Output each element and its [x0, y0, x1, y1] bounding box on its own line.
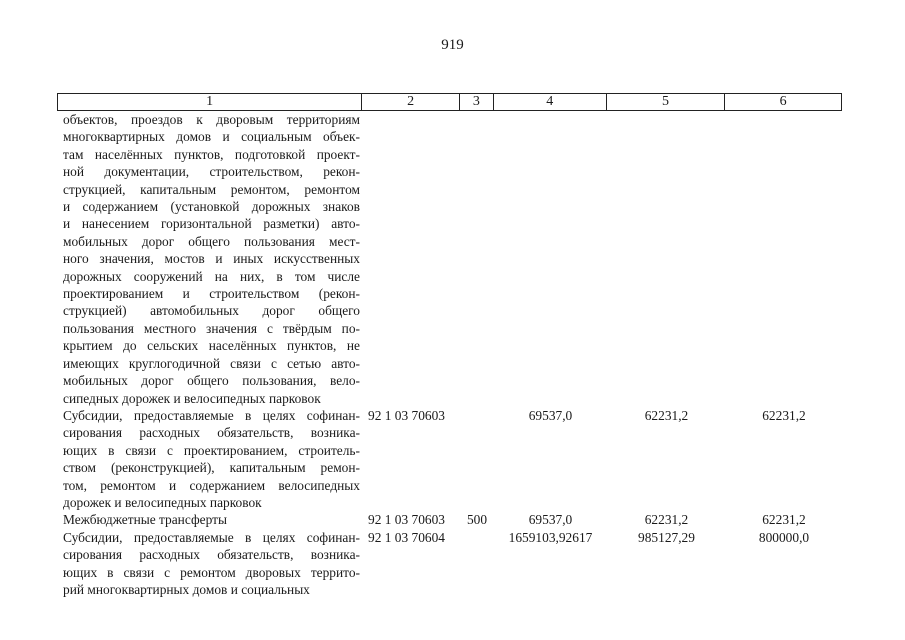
row-value-4: 1659103,92617 — [508, 529, 593, 545]
description-line: Субсидии, предоставляемые в целях софинан- — [63, 407, 360, 423]
description-line: сирования расходных обязательств, возника- — [63, 547, 360, 563]
header-col-2: 2 — [362, 94, 460, 110]
description-line: сипедных дорожек и велосипедных парковок — [63, 390, 321, 406]
description-line: ющих в связи с проектированием, строитель- — [63, 442, 360, 458]
table-row — [57, 407, 842, 511]
header-col-3: 3 — [460, 94, 494, 110]
page-number: 919 — [441, 37, 464, 53]
row-value-5 — [607, 111, 726, 407]
row-value-5: 985127,29 — [638, 529, 695, 545]
table-row — [57, 529, 842, 599]
row-description — [57, 407, 362, 511]
description-line: имеющих круглогодичной связи с сетью авто- — [63, 355, 360, 371]
row-code: 92 1 03 70604 — [368, 529, 445, 545]
description-line: пользования местного значения с твёрдым по- — [63, 320, 360, 336]
header-col-4: 4 — [494, 94, 607, 110]
row-code: 92 1 03 70603 — [368, 407, 445, 423]
description-line: мобильных дорог общего пользования мест- — [63, 233, 360, 249]
row-type — [460, 529, 494, 599]
description-line: дорожек и велосипедных парковок — [63, 494, 262, 510]
row-type: 500 — [466, 512, 488, 528]
row-value-5: 62231,2 — [644, 512, 689, 528]
row-value-4: 69537,0 — [528, 407, 573, 423]
row-value-4 — [494, 111, 607, 407]
description-line: Субсидии, предоставляемые в целях софинан- — [63, 529, 360, 545]
description-line: и содержанием (установкой дорожных знаков — [63, 199, 360, 215]
row-code: 92 1 03 70603 — [368, 512, 445, 528]
description-line: многоквартирных домов и социальным объек- — [63, 129, 360, 145]
description-line: объектов, проездов к дворовым территориям — [63, 112, 360, 127]
description-line: и нанесением горизонтальной разметки) авто- — [63, 216, 360, 232]
row-value-6: 62231,2 — [762, 407, 806, 423]
header-col-1: 1 — [58, 94, 362, 110]
description-line: ством (реконструкцией), капитальным ремон- — [63, 460, 360, 476]
table-body — [57, 111, 842, 598]
description-line: там населённых пунктов, подготовкой проект- — [63, 146, 360, 162]
row-value-6: 800000,0 — [758, 529, 810, 545]
description-line: сирования расходных обязательств, возника- — [63, 425, 360, 441]
row-value-4: 69537,0 — [528, 512, 573, 528]
description-line: Межбюджетные трансферты — [63, 512, 227, 528]
description-line: проектированием и строительством (рекон- — [63, 286, 360, 302]
description-line: мобильных дорог общего пользования, вело- — [63, 373, 360, 389]
description-line: струкцией, капитальным ремонтом, ремонтом — [63, 181, 360, 197]
row-description — [57, 111, 362, 407]
table-row — [57, 511, 842, 528]
row-type — [460, 407, 494, 511]
table-header — [57, 93, 842, 111]
row-value-6 — [726, 111, 842, 407]
description-line: ной документации, строительством, рекон- — [63, 164, 360, 180]
description-line: дорожных сооружений на них, в том числе — [63, 268, 360, 284]
description-line: рий многоквартирных домов и социальных — [63, 581, 310, 597]
row-value-6: 62231,2 — [762, 512, 806, 528]
row-code — [362, 111, 460, 407]
row-type — [460, 111, 494, 407]
row-value-5: 62231,2 — [644, 407, 689, 423]
description-line: том, ремонтом и содержанием велосипедных — [63, 477, 360, 493]
row-description — [57, 529, 362, 599]
header-col-6: 6 — [779, 94, 787, 109]
description-line: ющих в связи с ремонтом дворовых террито- — [63, 564, 360, 580]
table-row — [57, 111, 842, 407]
description-line: струкцией) автомобильных дорог общего — [63, 303, 360, 319]
header-col-5: 5 — [607, 94, 726, 110]
description-line: крытием до сельских населённых пунктов, не — [63, 338, 360, 354]
row-description — [57, 511, 362, 528]
description-line: ного значения, мостов и иных искусственных — [63, 251, 360, 267]
